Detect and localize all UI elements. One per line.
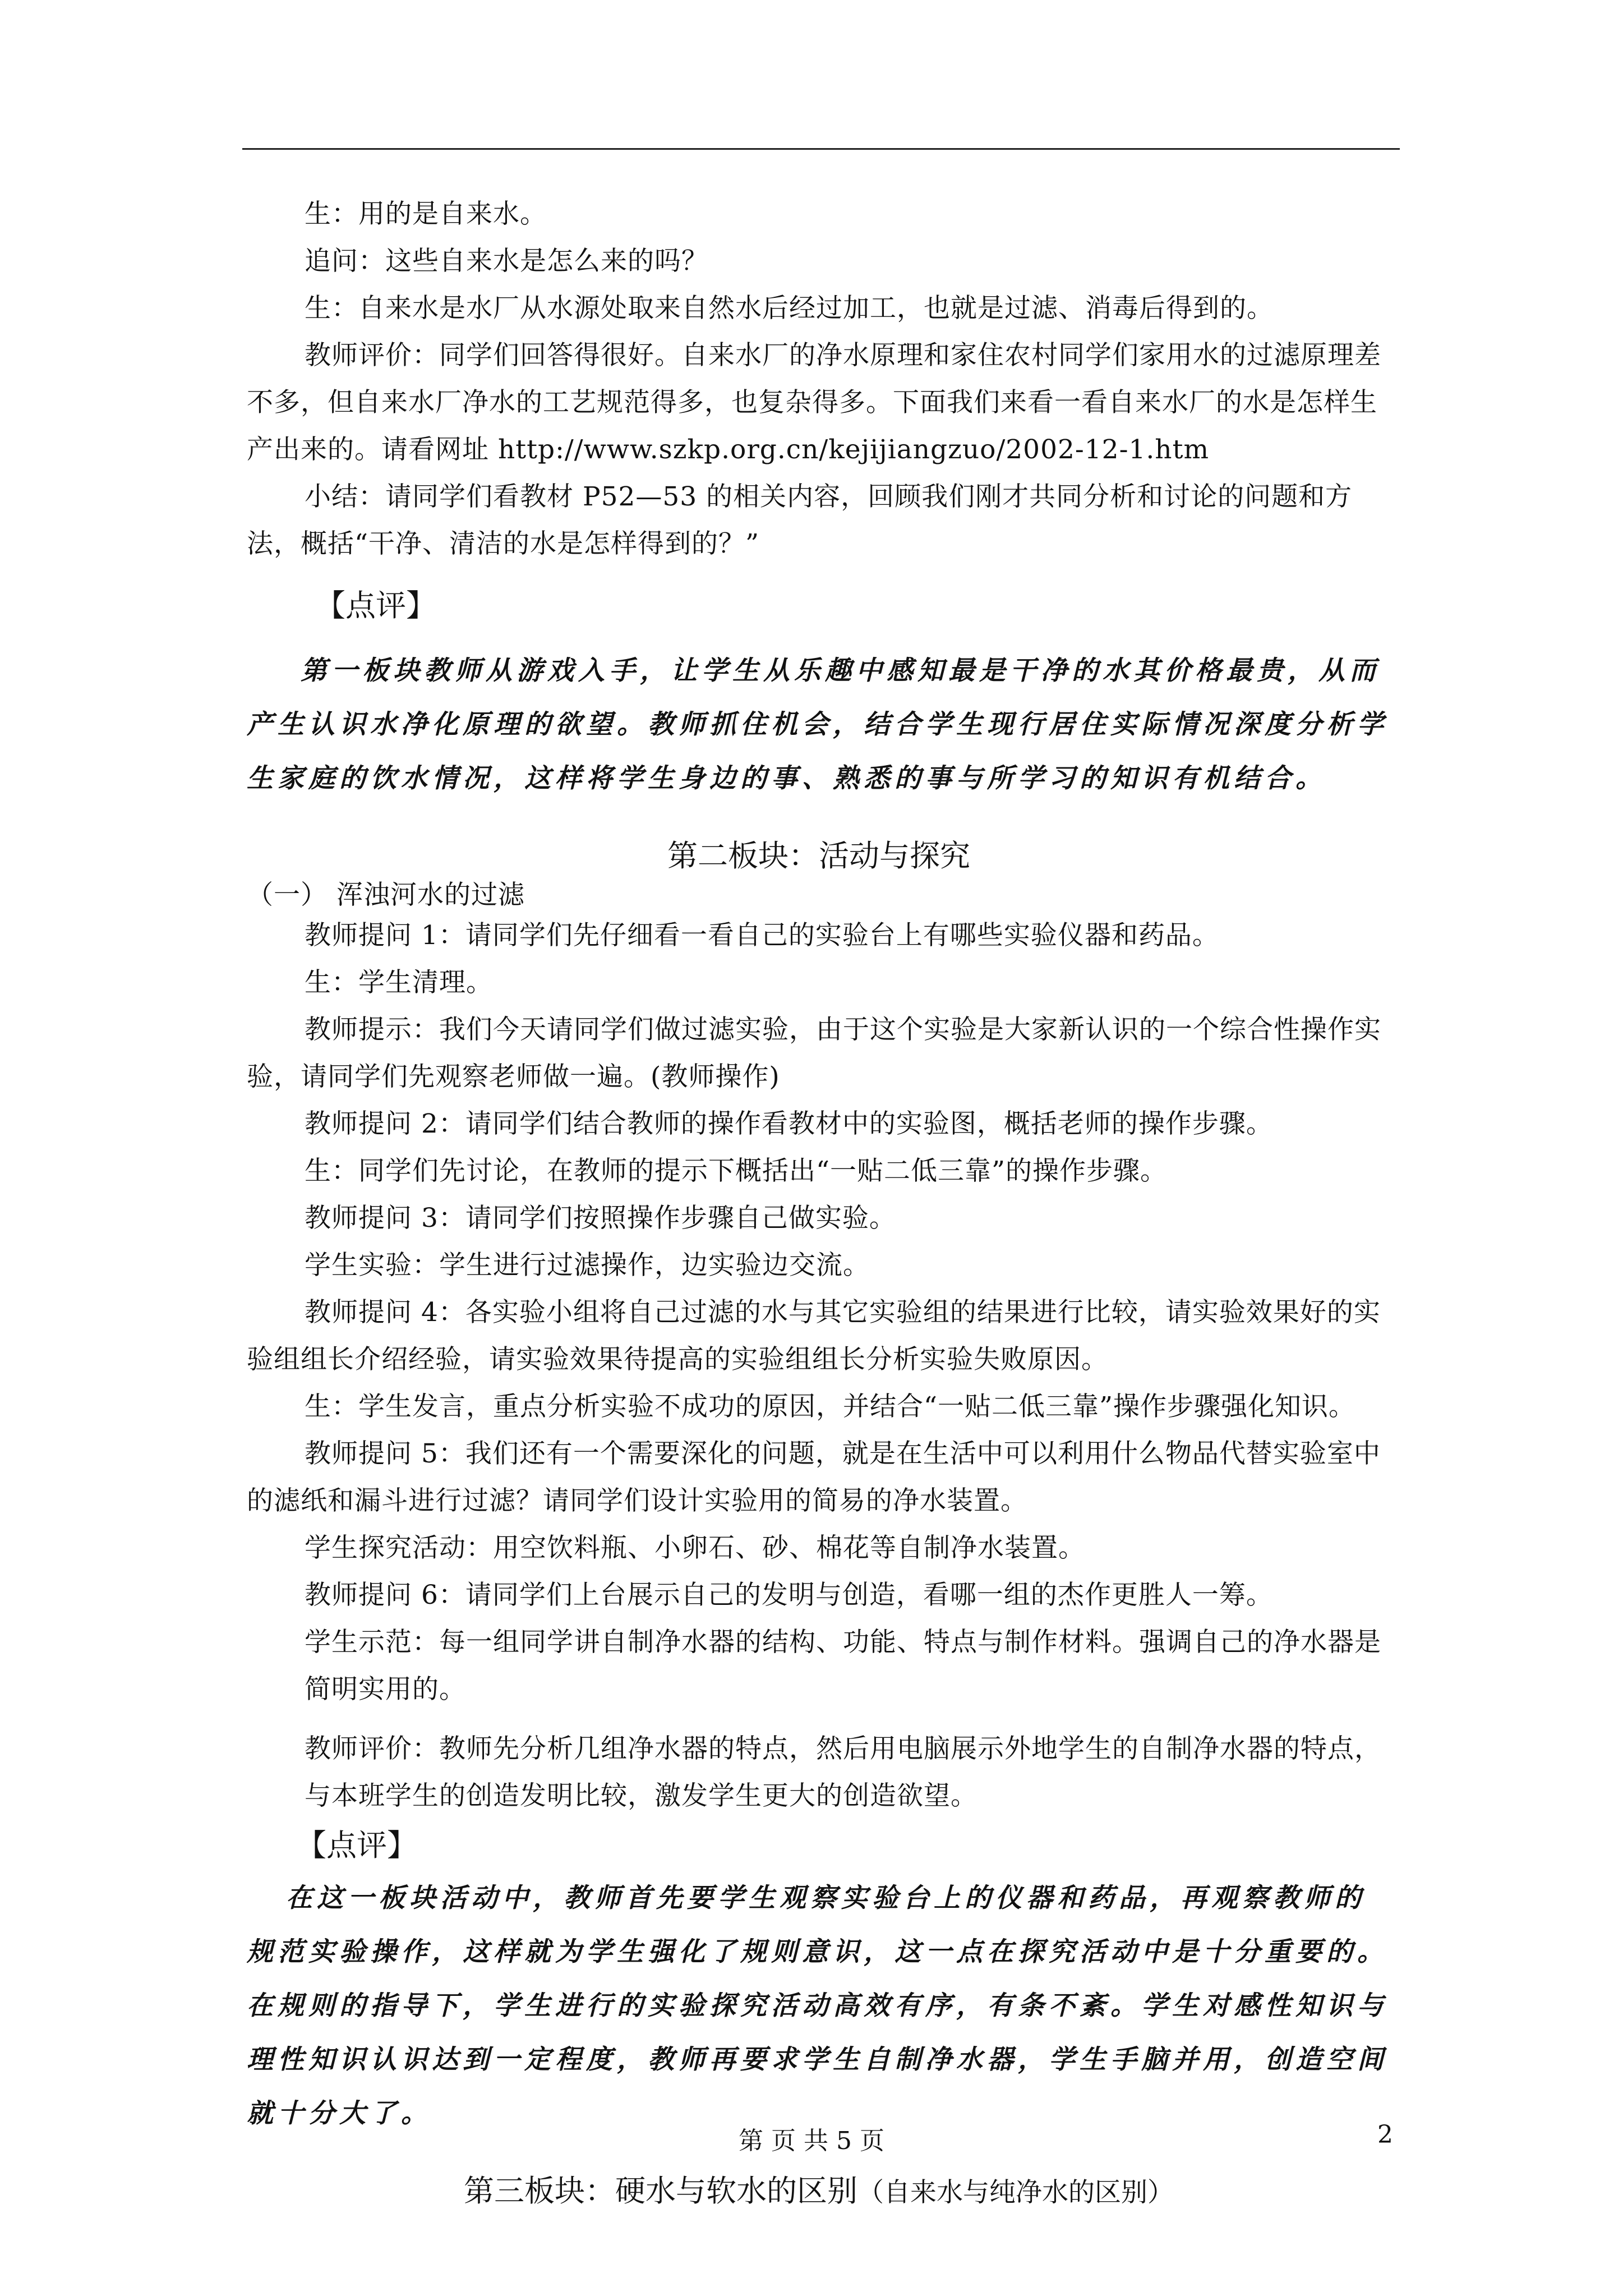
comment-label: 【点评】	[296, 1828, 417, 1863]
comment-label: 【点评】	[315, 588, 436, 623]
lesson-paragraph: 学生探究活动：用空饮料瓶、小卵石、砂、棉花等自制净水装置。	[305, 1533, 1085, 1563]
dialog-line: 生：用的是自来水。	[305, 199, 547, 229]
section-title	[247, 2163, 1391, 2221]
comment-text: 在这一板块活动中，教师首先要学生观察实验台上的仪器和药品，再观察教师的规范实验操作，这样就为学生强化了规则意识，这一点在探究活动中是十分重要的。在规则的指导下，学生进行的实验探究活动高效有序，有条不紊。学生对感性知识与理性知识认识达到一定程度，教师再要求学生自制净水器，学生手脑并用，创造空间就十分大了。	[247, 1883, 1388, 2129]
section-title: 第二板块：活动与探究	[667, 838, 970, 873]
teacher-evaluation: 教师评价：同学们回答得很好。自来水厂的净水原理和家住农村同学们家用水的过滤原理差不多，但自来水厂净水的工艺规范得多，也复杂得多。下面我们来看一看自来水厂的水是怎样生产出来的。请看网址 http://www.szkp.org.cn/kejijiangzuo/2002-12-1.htm	[247, 340, 1381, 465]
lesson-paragraph: 教师提问 1：请同学们先仔细看一看自己的实验台上有哪些实验仪器和药品。	[305, 920, 1219, 951]
dialog-line: 生：自来水是水厂从水源处取来自然水后经过加工，也就是过滤、消毒后得到的。	[305, 293, 1274, 324]
lesson-paragraph: 教师提问 4：各实验小组将自己过滤的水与其它实验组的结果进行比较，请实验效果好的实验组组长介绍经验，请实验效果待提高的实验组组长分析实验失败原因。	[247, 1297, 1381, 1375]
hanging-paragraph: 学生示范：每一组同学讲自制净水器的结构、功能、特点与制作材料。强调自己的净水器是简明实用的。	[305, 1627, 1381, 1705]
document-body	[247, 191, 1391, 2221]
lesson-paragraph: 教师提问 5：我们还有一个需要深化的问题，就是在生活中可以利用什么物品代替实验室中的滤纸和漏斗进行过滤？请同学们设计实验用的简易的净水装置。	[247, 1438, 1381, 1516]
dialog-line: 追问：这些自来水是怎么来的吗？	[305, 246, 708, 277]
lesson-paragraph: 生：学生发言，重点分析实验不成功的原因，并结合“一贴二低三靠”操作步骤强化知识。	[305, 1391, 1356, 1422]
summary-paragraph: 小结：请同学们看教材 P52—53 的相关内容，回顾我们刚才共同分析和讨论的问题和方法，概括“干净、清洁的水是怎样得到的？”	[247, 481, 1353, 559]
comment-text: 第一板块教师从游戏入手，让学生从乐趣中感知最是干净的水其价格最贵，从而产生认识水净化原理的欲望。教师抓住机会，结合学生现行居住实际情况深度分析学生家庭的饮水情况，这样将学生身边的事、熟悉的事与所学习的知识有机结合。	[247, 655, 1388, 794]
lesson-paragraph: 教师提问 3：请同学们按照操作步骤自己做实验。	[305, 1203, 896, 1234]
lesson-paragraph: 生：同学们先讨论，在教师的提示下概括出“一贴二低三靠”的操作步骤。	[305, 1156, 1168, 1186]
hanging-paragraph: 教师评价：教师先分析几组净水器的特点，然后用电脑展示外地学生的自制净水器的特点，与本班学生的创造发明比较，激发学生更大的创造欲望。	[305, 1733, 1381, 1811]
lesson-paragraph: 生：学生清理。	[305, 967, 493, 998]
subsection-title: （一） 浑浊河水的过滤	[247, 880, 525, 910]
page-footer	[0, 2120, 1623, 2160]
lesson-paragraph: 学生实验：学生进行过滤操作，边实验边交流。	[305, 1250, 870, 1281]
lesson-paragraph: 教师提问 2：请同学们结合教师的操作看教材中的实验图，概括老师的操作步骤。	[305, 1108, 1273, 1139]
page-number: 2	[1377, 2120, 1393, 2149]
lesson-paragraph: 教师提示：我们今天请同学们做过滤实验，由于这个实验是大家新认识的一个综合性操作实验，请同学们先观察老师做一遍。(教师操作)	[247, 1014, 1381, 1092]
header-rule	[242, 148, 1400, 150]
section3-subtitle: （自来水与纯净水的区别）	[857, 2177, 1174, 2208]
section3-title: 第三板块：硬水与软水的区别	[464, 2173, 857, 2208]
footer-page-count: 第 页 共 5 页	[739, 2127, 884, 2155]
lesson-paragraph: 教师提问 6：请同学们上台展示自己的发明与创造，看哪一组的杰作更胜人一筹。	[305, 1580, 1273, 1611]
